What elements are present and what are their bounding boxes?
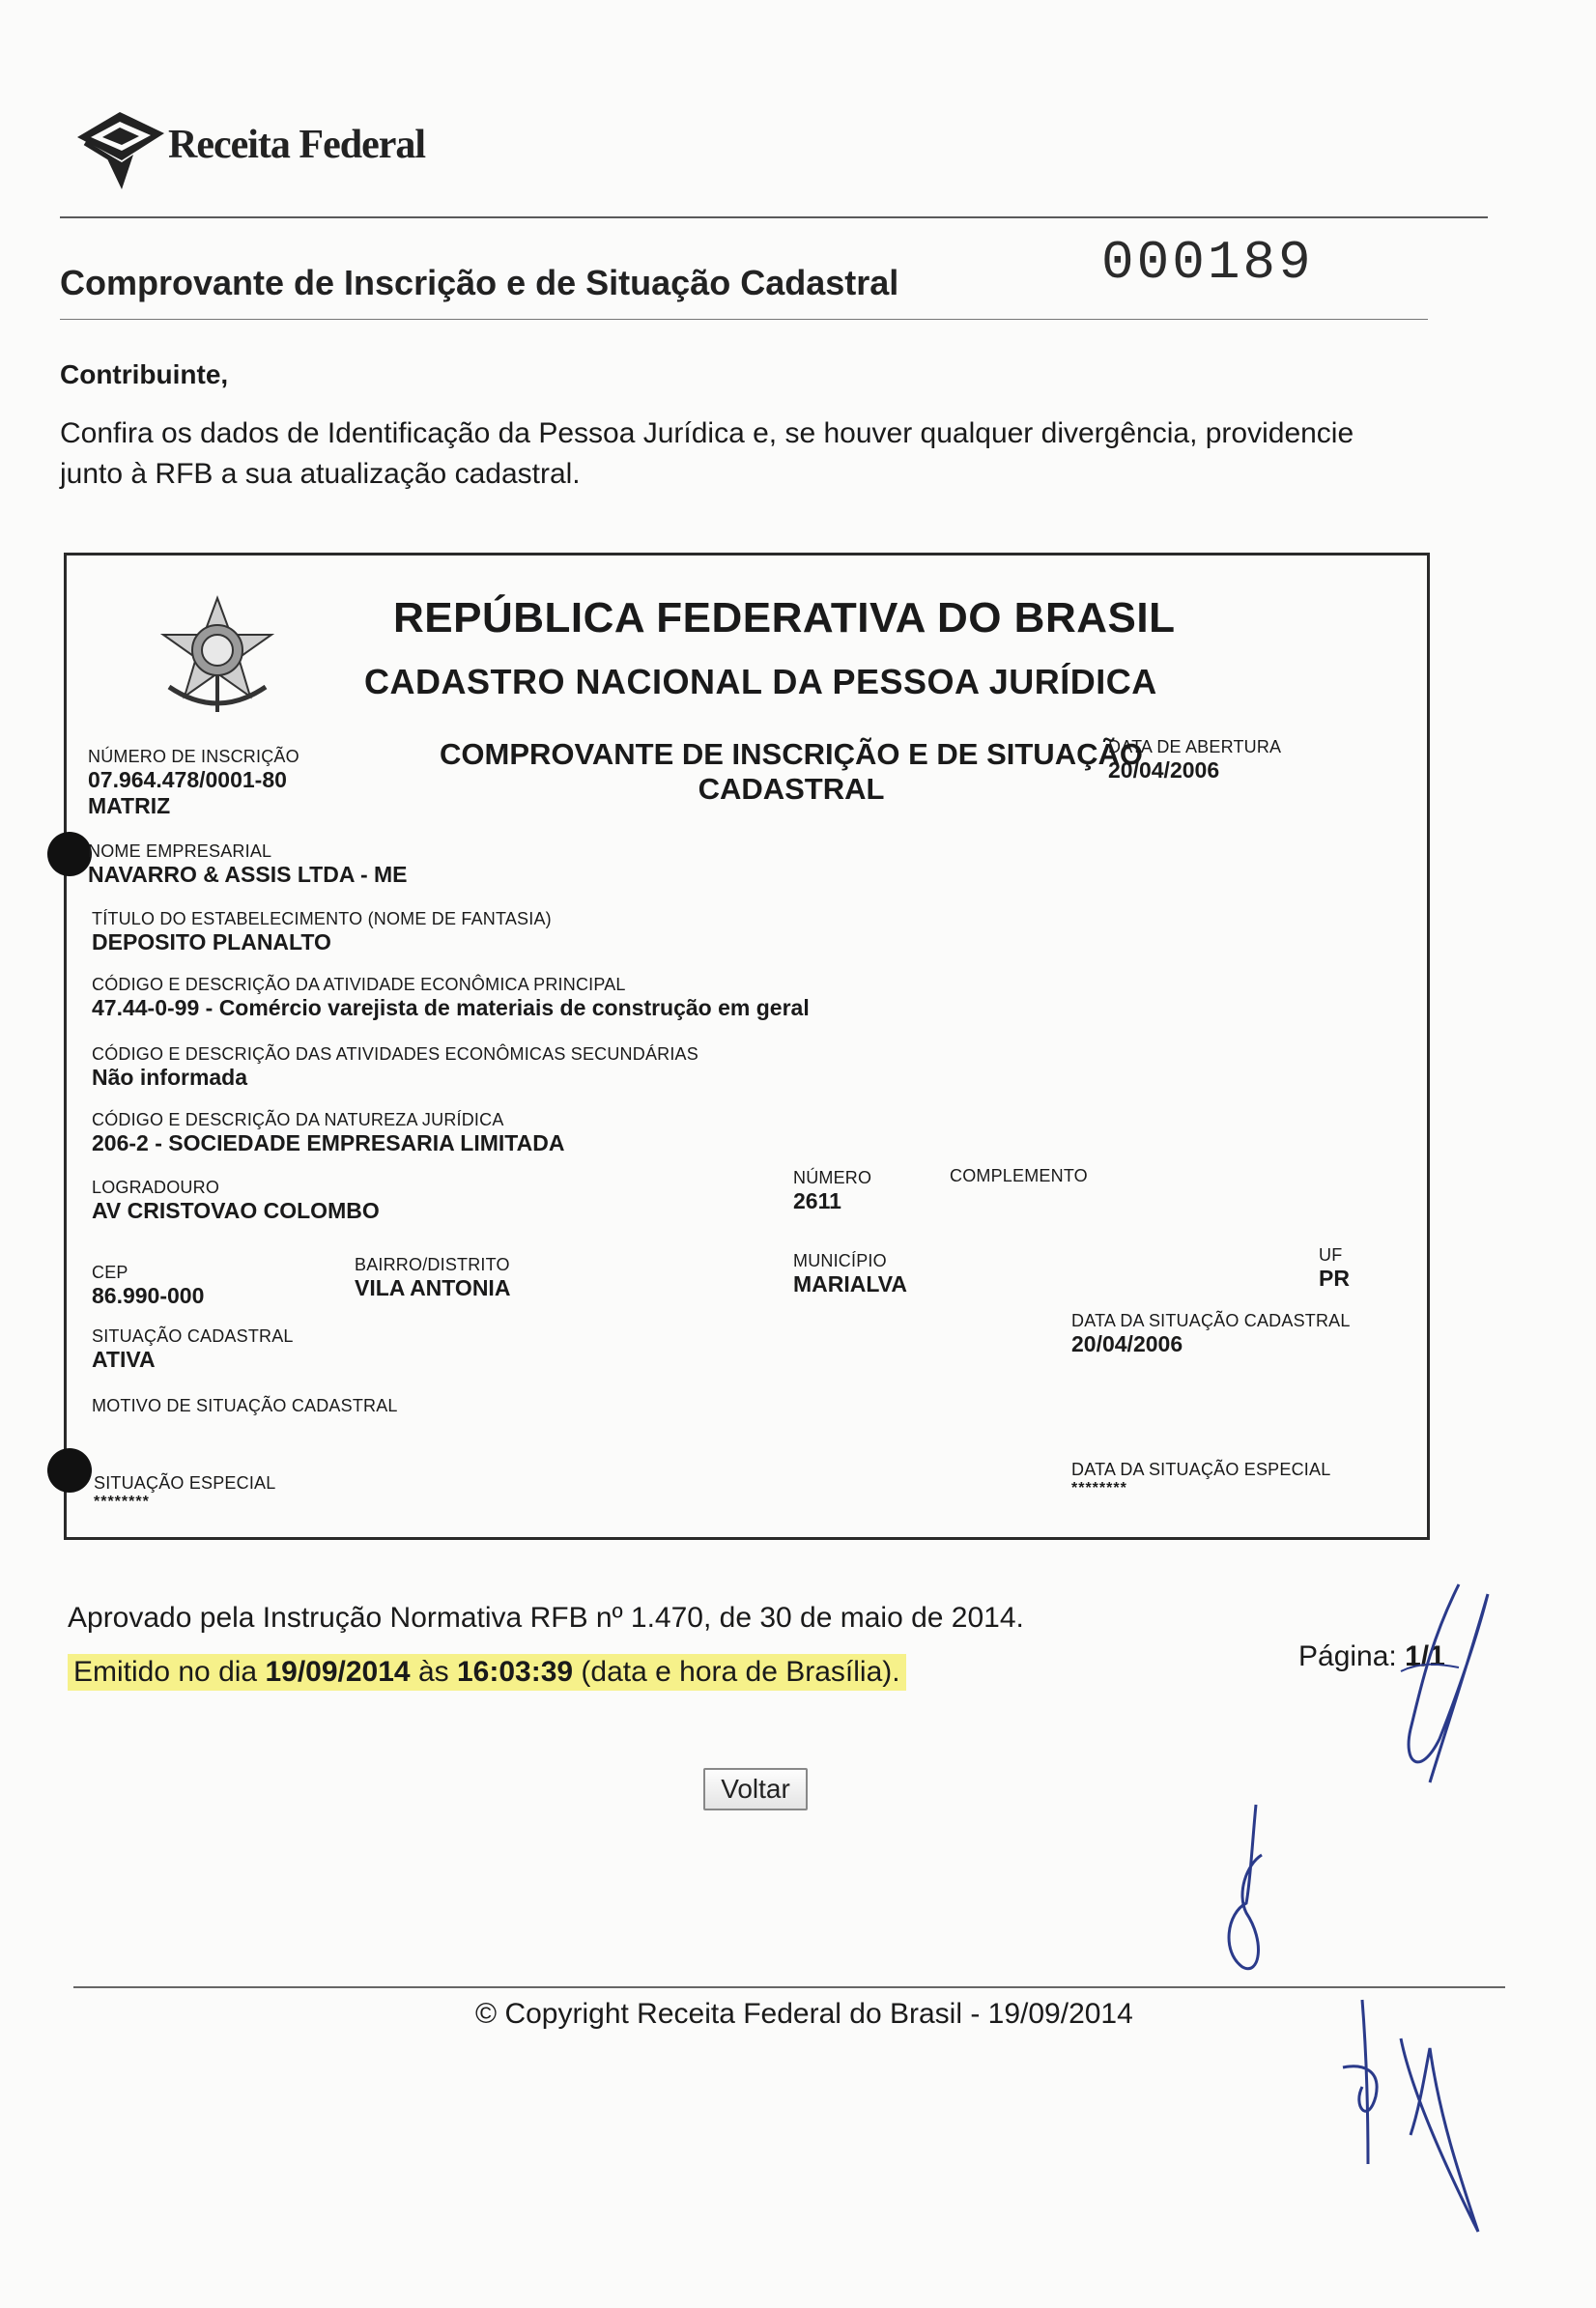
municipio-field [793,1251,907,1297]
data-situacao-especial-field [1071,1460,1330,1497]
situacao-cadastral-value: ATIVA [92,1347,156,1372]
numero-inscricao-value: 07.964.478/0001-80 [88,767,287,792]
brazil-coat-of-arms-icon [150,594,285,720]
cep-value: 86.990-000 [92,1283,205,1308]
natureza-juridica-value: 206-2 - SOCIEDADE EMPRESARIA LIMITADA [92,1130,565,1155]
atividade-principal-label: CÓDIGO E DESCRIÇÃO DA ATIVIDADE ECONÔMICA PRINCIPAL [92,975,626,994]
numero-inscricao-label: NÚMERO DE INSCRIÇÃO [88,747,299,766]
initials-mark [1208,1797,1295,1980]
cep-field [92,1263,204,1309]
situacao-cadastral-field [92,1326,294,1373]
municipio-label: MUNICÍPIO [793,1251,887,1270]
card-title-comprovante-line1: COMPROVANTE DE INSCRIÇÃO E DE SITUAÇÃO [440,737,1143,771]
header-divider [60,216,1488,218]
motivo-situacao-label: MOTIVO DE SITUAÇÃO CADASTRAL [92,1396,398,1415]
data-situacao-cadastral-label: DATA DA SITUAÇÃO CADASTRAL [1071,1311,1351,1330]
signature-mark [1391,1575,1507,1797]
approval-note: Aprovado pela Instrução Normativa RFB nº 1.470, de 30 de maio de 2014. [68,1602,1024,1634]
uf-label: UF [1319,1245,1343,1265]
data-situacao-especial-label: DATA DA SITUAÇÃO ESPECIAL [1071,1460,1331,1479]
atividade-principal-value: 47.44-0-99 - Comércio varejista de materiais de construção em geral [92,995,810,1020]
situacao-cadastral-label: SITUAÇÃO CADASTRAL [92,1326,294,1346]
emission-prefix: Emitido no dia [73,1656,266,1688]
numero-inscricao-tipo: MATRIZ [88,793,171,818]
logo-text: Receita Federal [168,123,426,167]
bairro-field [355,1255,510,1301]
initials-mark-bottom [1333,1990,1488,2241]
titulo-estabelecimento-field [92,909,552,955]
situacao-especial-value: ******** [94,1494,150,1510]
hole-punch-mark [47,1448,92,1493]
numero-value: 2611 [793,1188,841,1213]
titulo-estabelecimento-value: DEPOSITO PLANALTO [92,929,331,955]
emission-date: 19/09/2014 [265,1656,411,1688]
data-situacao-cadastral-field [1071,1311,1351,1357]
bairro-label: BAIRRO/DISTRITO [355,1255,510,1274]
complemento-label: COMPLEMENTO [950,1166,1088,1185]
logradouro-label: LOGRADOURO [92,1178,220,1197]
card-title-comprovante-line2: CADASTRAL [698,772,885,806]
atividades-secundarias-label: CÓDIGO E DESCRIÇÃO DAS ATIVIDADES ECONÔMICAS SECUNDÁRIAS [92,1044,698,1064]
cep-label: CEP [92,1263,128,1282]
copyright-text: © Copyright Receita Federal do Brasil - 19/09/2014 [475,1998,1133,2030]
emission-note [68,1654,906,1691]
voltar-button[interactable]: Voltar [703,1768,808,1810]
bairro-value: VILA ANTONIA [355,1275,511,1300]
situacao-especial-label: SITUAÇÃO ESPECIAL [94,1473,276,1493]
card-title-comprovante [414,737,1168,807]
card-title-cadastro: CADASTRO NACIONAL DA PESSOA JURÍDICA [364,662,1157,701]
emission-mid: às [410,1656,457,1688]
natureza-juridica-label: CÓDIGO E DESCRIÇÃO DA NATUREZA JURÍDICA [92,1110,504,1129]
numero-inscricao-field [88,747,299,819]
data-abertura-value: 20/04/2006 [1108,757,1220,783]
page-label: Página: [1298,1640,1406,1672]
numero-label: NÚMERO [793,1168,872,1187]
intro-message: Confira os dados de Identificação da Pessoa Jurídica e, se houver qualquer divergência, providencie junto à RFB a sua atualização cadastral. [60,417,1354,490]
nome-empresarial-field [88,841,408,888]
situacao-especial-field [94,1473,275,1511]
emission-time: 16:03:39 [456,1656,574,1688]
data-abertura-label: DATA DE ABERTURA [1108,737,1282,756]
titulo-estabelecimento-label: TÍTULO DO ESTABELECIMENTO (NOME DE FANTASIA) [92,909,552,928]
receita-federal-logo [75,104,442,191]
complemento-field [950,1166,1088,1186]
municipio-value: MARIALVA [793,1271,907,1296]
uf-field [1319,1245,1350,1292]
numero-field [793,1168,871,1214]
logradouro-value: AV CRISTOVAO COLOMBO [92,1198,380,1223]
nome-empresarial-value: NAVARRO & ASSIS LTDA - ME [88,862,408,887]
page-value: 1/1 [1405,1640,1445,1672]
atividades-secundarias-value: Não informada [92,1065,248,1090]
page-title: Comprovante de Inscrição e de Situação Cadastral [60,263,899,302]
nome-empresarial-label: NOME EMPRESARIAL [88,841,272,861]
stamp-number: 000189 [1101,232,1314,294]
atividades-secundarias-field [92,1044,698,1091]
title-divider [60,319,1428,320]
cnpj-card [64,553,1430,1540]
card-title-republica: REPÚBLICA FEDERATIVA DO BRASIL [393,594,1176,641]
logradouro-field [92,1178,380,1224]
uf-value: PR [1319,1266,1350,1291]
emission-suffix: (data e hora de Brasília). [573,1656,900,1688]
data-abertura-field [1108,737,1281,784]
receita-logo-icon [75,104,172,191]
data-situacao-especial-value: ******** [1071,1480,1127,1496]
data-situacao-cadastral-value: 20/04/2006 [1071,1331,1183,1356]
natureza-juridica-field [92,1110,564,1156]
motivo-situacao-field [92,1396,398,1416]
greeting: Contribuinte, [60,359,229,389]
atividade-principal-field [92,975,810,1021]
footer-divider [73,1986,1505,1988]
hole-punch-mark [47,832,92,876]
